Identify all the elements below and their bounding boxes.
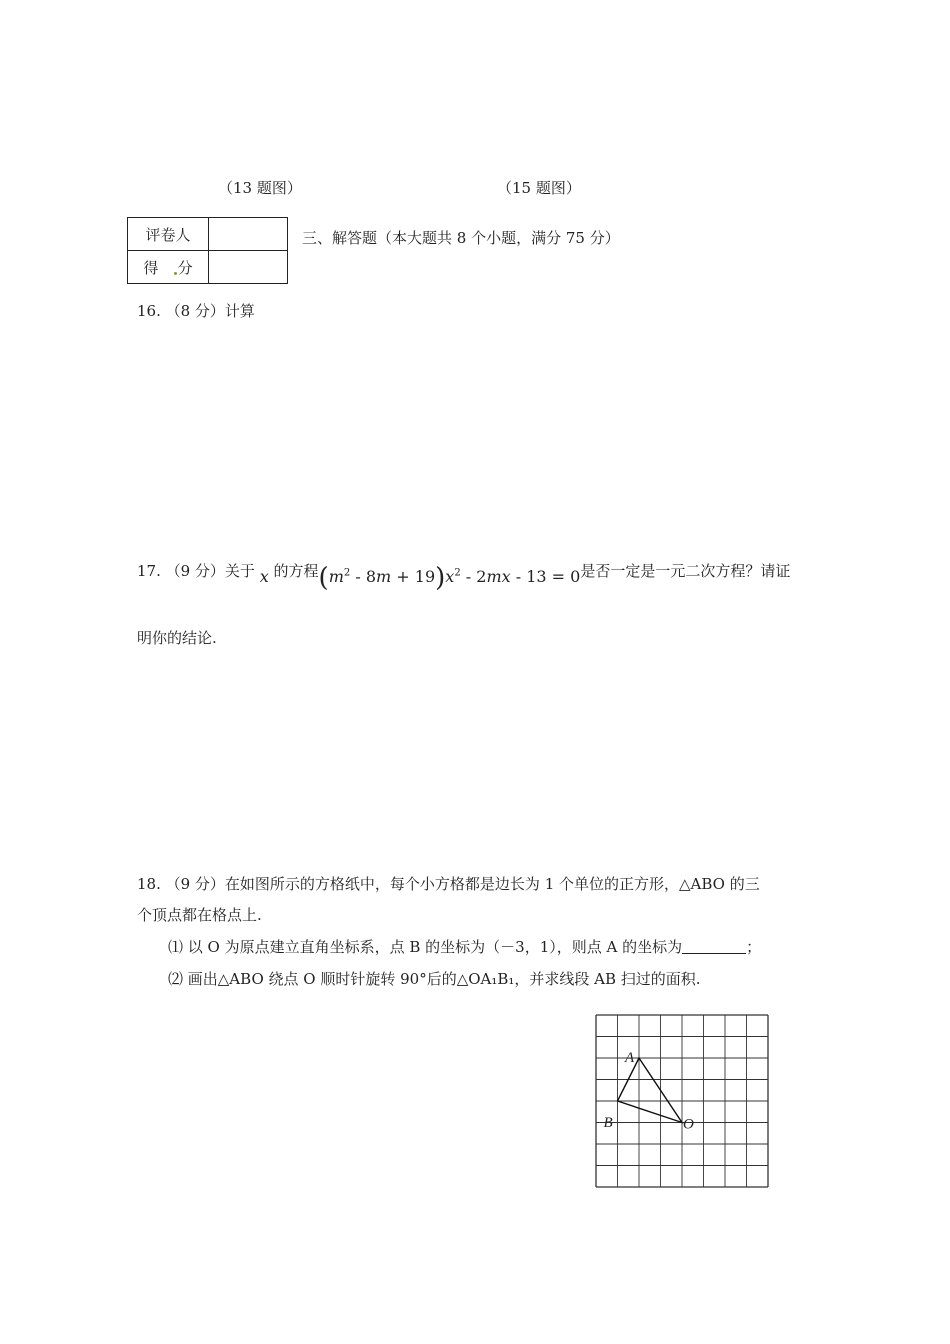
figure-13-caption: （13 题图） — [218, 179, 302, 197]
score-table — [127, 217, 288, 284]
figure-15-caption: （15 题图） — [497, 179, 581, 197]
score-label-b: 分 — [177, 258, 193, 277]
q18-part1-suffix: ； — [746, 938, 762, 956]
q17-equation: $(m^2 - 8m + 19)x^2 - 2mx - 13 = 0$ — [318, 563, 581, 593]
grid-figure — [592, 1012, 772, 1194]
score-cell — [209, 251, 288, 284]
question-17-line1 — [137, 560, 790, 591]
q17-suffix: 是否一定是一元二次方程？请证 — [580, 562, 791, 580]
question-18-part1 — [168, 936, 761, 957]
dot-mark-icon — [174, 272, 177, 275]
vertex-label-a: A — [625, 1050, 635, 1066]
q17-mid: 的方程 — [273, 562, 319, 580]
vertex-label-b: B — [603, 1115, 613, 1131]
question-18-line1: 18. （9 分）在如图所示的方格纸中，每个小方格都是边长为 1 个单位的正方形，△ABO 的三 — [137, 875, 760, 893]
vertex-label-o: O — [683, 1116, 694, 1133]
reviewer-label: 评卷人 — [128, 218, 209, 251]
question-17-line2: 明你的结论. — [137, 629, 217, 647]
score-label-a: 得 — [143, 258, 159, 277]
triangle-abo — [618, 1058, 683, 1123]
q17-var-x: x — [259, 567, 269, 586]
question-18-part2: ⑵ 画出△ABO 绕点 O 顺时针旋转 90°后的△OA₁B₁，并求线段 AB 扫过的面积. — [168, 970, 701, 988]
answer-blank — [682, 939, 746, 954]
question-16: 16. （8 分）计算 — [137, 302, 255, 320]
score-label — [128, 251, 209, 284]
q17-prefix: 17. （9 分）关于 — [137, 562, 255, 580]
reviewer-cell — [209, 218, 288, 251]
q18-part1-prefix: ⑴ 以 O 为原点建立直角坐标系，点 B 的坐标为（－3，1），则点 A 的坐标为 — [168, 938, 683, 956]
section-heading: 三、解答题（本大题共 8 个小题，满分 75 分） — [302, 229, 620, 247]
question-18-line2: 个顶点都在格点上. — [137, 906, 262, 924]
